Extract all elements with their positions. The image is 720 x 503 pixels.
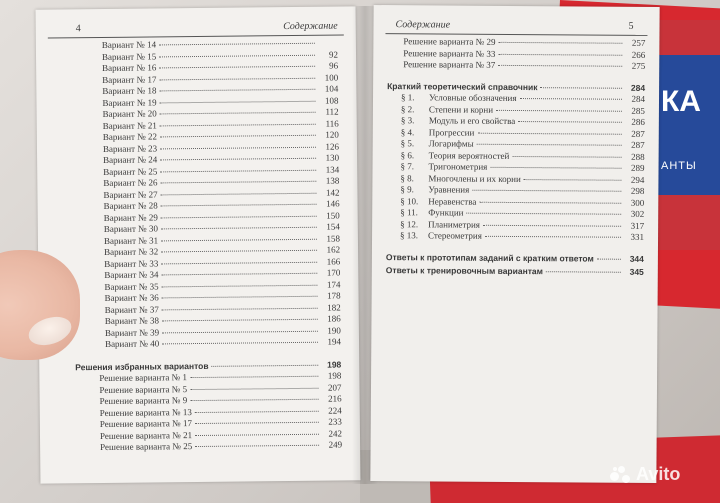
toc-page-number: 194 xyxy=(327,336,342,347)
left-running-head xyxy=(48,20,344,38)
toc-entry-label: Уравнения xyxy=(428,184,470,195)
leader-dots xyxy=(477,132,621,134)
toc-entry-label: Модуль и его свойства xyxy=(428,115,516,126)
leader-dots xyxy=(195,445,319,447)
toc-heading-answers-prototypes xyxy=(386,252,644,265)
leader-dots xyxy=(162,330,318,333)
toc-page-number: 104 xyxy=(324,83,339,94)
toc-page-number: 233 xyxy=(328,416,342,427)
toc-entry-label: Вариант № 19 xyxy=(102,96,157,108)
toc-page-number: 92 xyxy=(328,49,339,60)
leader-dots xyxy=(160,112,316,115)
toc-entry-label: Тригонометрия xyxy=(428,161,488,172)
leader-dots xyxy=(483,224,621,226)
toc-entry-label: Неравенства xyxy=(428,195,477,207)
toc-page-number: 275 xyxy=(631,60,646,71)
right-toc-list xyxy=(386,36,646,278)
toc-entry-label: Ответы к тренировочным вариантам xyxy=(385,265,543,277)
toc-page-number: 224 xyxy=(328,405,342,416)
toc-row-solution xyxy=(100,440,342,454)
toc-page-number: 285 xyxy=(631,105,645,116)
toc-entry-label: Прогрессии xyxy=(428,126,475,138)
leader-dots xyxy=(496,109,622,111)
toc-entry-label: Вариант № 38 xyxy=(104,315,159,326)
toc-page-number: 216 xyxy=(328,393,342,404)
section-number: § 7. xyxy=(400,161,415,172)
toc-entry-label: Вариант № 35 xyxy=(104,280,159,292)
leader-dots xyxy=(190,387,318,389)
toc-page-number: 298 xyxy=(630,185,645,196)
toc-page-number: 287 xyxy=(631,128,645,139)
leader-dots xyxy=(161,273,317,276)
left-page xyxy=(36,6,361,483)
toc-entry-label: Стереометрия xyxy=(428,230,482,241)
section-number: § 2. xyxy=(400,103,415,114)
toc-page-number: 96 xyxy=(329,60,339,71)
leader-dots xyxy=(479,201,621,203)
section-number: § 13. xyxy=(400,230,419,241)
leader-dots xyxy=(518,121,622,123)
solution-row-wrap xyxy=(100,440,342,454)
leader-dots xyxy=(466,213,621,215)
toc-page-number: 294 xyxy=(630,174,645,185)
toc-page-number: 207 xyxy=(327,382,342,393)
toc-entry-label: Решение варианта № 21 xyxy=(99,429,193,441)
section-number: § 6. xyxy=(400,149,415,160)
leader-dots xyxy=(485,236,621,238)
toc-page-number: 288 xyxy=(631,151,645,162)
section-number: § 4. xyxy=(400,126,415,137)
leader-dots xyxy=(162,296,318,299)
leader-dots xyxy=(520,98,622,100)
leader-dots xyxy=(597,258,621,259)
leader-dots xyxy=(162,319,318,322)
toc-page-number: 158 xyxy=(326,233,340,244)
toc-page-number: 266 xyxy=(631,49,646,60)
toc-page-number: 100 xyxy=(324,72,339,83)
toc-page-number: 138 xyxy=(325,175,340,186)
leader-dots xyxy=(159,77,315,80)
toc-entry-label: Вариант № 17 xyxy=(102,73,157,85)
toc-entry-label: Вариант № 28 xyxy=(103,200,158,211)
leader-dots xyxy=(212,364,319,366)
toc-entry-label: Вариант № 30 xyxy=(103,223,159,234)
leader-dots xyxy=(161,227,317,230)
toc-entry-label: Вариант № 32 xyxy=(104,246,159,257)
toc-entry-label: Вариант № 31 xyxy=(103,234,159,246)
toc-heading-answers-training xyxy=(386,265,644,278)
section-number: § 11. xyxy=(400,207,418,218)
leader-dots xyxy=(160,123,316,126)
toc-row-paragraph xyxy=(386,230,644,243)
leader-dots xyxy=(490,167,621,169)
toc-page-number: 166 xyxy=(326,256,341,267)
left-page-number: 4 xyxy=(75,23,81,35)
toc-page-number: 142 xyxy=(325,187,340,198)
toc-entry-label: Условные обозначения xyxy=(428,92,517,104)
toc-page-number: 162 xyxy=(326,244,341,255)
toc-entry-label: Вариант № 14 xyxy=(101,39,157,50)
toc-entry-label: Вариант № 21 xyxy=(102,119,157,131)
leader-dots xyxy=(195,410,319,412)
toc-page-number: 112 xyxy=(325,106,339,117)
toc-entry-label: Вариант № 22 xyxy=(102,131,158,142)
toc-entry-label: Решение варианта № 25 xyxy=(100,441,193,453)
toc-page-number: 134 xyxy=(325,164,340,175)
toc-page-number: 300 xyxy=(630,197,645,208)
toc-entry-label: Решение варианта № 37 xyxy=(403,59,496,70)
toc-page-number: 116 xyxy=(325,118,339,129)
leader-dots xyxy=(161,250,317,253)
leader-dots xyxy=(162,342,318,345)
right-page-number: 5 xyxy=(628,20,634,32)
toc-page-number: 287 xyxy=(631,139,645,150)
section-number: § 3. xyxy=(400,115,415,126)
toc-page-number: 317 xyxy=(630,220,645,231)
toc-page-number: 186 xyxy=(327,313,341,324)
section-number: § 8. xyxy=(400,172,414,183)
toc-page-number: 190 xyxy=(327,325,341,336)
leader-dots xyxy=(477,144,622,146)
toc-entry-label: Вариант № 39 xyxy=(104,326,160,338)
leader-dots xyxy=(160,146,316,149)
toc-page-number: 289 xyxy=(630,162,645,173)
cover-text-1: КА xyxy=(661,85,701,118)
leader-dots xyxy=(162,307,318,310)
leader-dots xyxy=(498,65,622,67)
toc-page-number: 242 xyxy=(328,428,343,439)
toc-page-number: 284 xyxy=(631,93,646,104)
toc-page-number: 249 xyxy=(328,439,343,450)
leader-dots xyxy=(512,155,621,157)
toc-page-number: 130 xyxy=(325,152,340,163)
toc-entry-label: Вариант № 20 xyxy=(102,108,157,119)
leader-dots xyxy=(498,42,622,44)
leader-dots xyxy=(160,169,316,172)
toc-page-number: 120 xyxy=(325,129,339,140)
toc-page-number: 331 xyxy=(630,231,645,242)
leader-dots xyxy=(195,433,319,435)
watermark-text: Avito xyxy=(636,464,681,484)
toc-entry-label: Вариант № 25 xyxy=(103,165,158,177)
cover-text-2: АНТЫ xyxy=(661,160,697,172)
leader-dots xyxy=(159,43,315,46)
right-running-title: Содержание xyxy=(395,19,451,31)
toc-entry-label: Вариант № 27 xyxy=(103,188,158,200)
toc-page-number: 344 xyxy=(629,253,644,264)
toc-page-number: 302 xyxy=(630,208,645,219)
left-toc-list xyxy=(75,38,343,454)
toc-entry-label: Вариант № 34 xyxy=(104,269,159,280)
section-number: § 9. xyxy=(400,184,414,195)
leader-dots xyxy=(190,399,318,401)
toc-entry-label: Вариант № 16 xyxy=(102,62,157,73)
toc-entry-label: Решение варианта № 17 xyxy=(99,418,192,430)
book-cover-band xyxy=(655,55,720,195)
leader-dots xyxy=(498,53,622,55)
section-number: § 10. xyxy=(400,195,419,206)
toc-entry-label: Решения избранных вариантов xyxy=(75,360,209,372)
toc-page-number: 178 xyxy=(326,290,341,301)
toc-row-variant xyxy=(105,337,341,351)
toc-entry-label: Вариант № 26 xyxy=(103,177,158,188)
leader-dots xyxy=(161,192,317,195)
leader-dots xyxy=(162,284,318,287)
toc-page-number: 257 xyxy=(631,37,646,48)
toc-entry-label: Планиметрия xyxy=(428,218,480,230)
section-number: § 12. xyxy=(400,218,419,229)
leader-dots xyxy=(161,261,317,264)
right-page xyxy=(370,5,659,483)
toc-page-number: 198 xyxy=(327,359,342,370)
leader-dots xyxy=(540,87,622,89)
toc-page-number: 108 xyxy=(324,95,339,106)
toc-entry-label: Вариант № 36 xyxy=(104,292,159,303)
toc-page-number: 150 xyxy=(326,210,340,221)
toc-entry-label: Решение варианта № 9 xyxy=(99,395,188,407)
toc-entry-label: Вариант № 24 xyxy=(103,154,158,165)
toc-entry-label: Решение варианта № 13 xyxy=(99,406,192,418)
right-running-head xyxy=(385,19,647,36)
leader-dots xyxy=(159,54,315,57)
leader-dots xyxy=(160,158,316,161)
toc-entry-label: Вариант № 37 xyxy=(104,303,159,315)
toc-entry-label: Ответы к прототипам заданий с кратким ответом xyxy=(385,251,594,264)
leader-dots xyxy=(160,135,316,138)
toc-entry-label: Вариант № 23 xyxy=(102,142,158,154)
leader-dots xyxy=(161,215,317,218)
toc-entry-label: Краткий теоретический справочник xyxy=(387,80,538,92)
section-number: § 5. xyxy=(400,138,415,149)
avito-watermark xyxy=(610,464,680,485)
leader-dots xyxy=(524,179,622,181)
toc-entry-label: Вариант № 29 xyxy=(103,211,158,223)
toc-page-number: 126 xyxy=(325,141,340,152)
toc-entry-label: Вариант № 15 xyxy=(101,50,157,62)
toc-page-number: 284 xyxy=(630,82,646,93)
section-number: § 1. xyxy=(400,92,415,103)
avito-logo-icon xyxy=(610,466,632,484)
toc-entry-label: Решение варианта № 5 xyxy=(99,383,188,395)
leader-dots xyxy=(472,190,621,192)
toc-entry-label: Степени и корни xyxy=(428,103,494,115)
toc-entry-label: Функции xyxy=(428,207,464,218)
leader-dots xyxy=(195,422,319,424)
toc-entry-label: Вариант № 18 xyxy=(102,85,157,96)
toc-page-number: 146 xyxy=(326,198,340,209)
toc-entry-label: Решение варианта № 33 xyxy=(403,47,496,59)
leader-dots xyxy=(161,204,317,207)
toc-page-number: 170 xyxy=(326,267,341,278)
toc-page-number: 154 xyxy=(326,221,340,232)
toc-row-solution xyxy=(387,59,645,72)
leader-dots xyxy=(160,89,316,92)
leader-dots xyxy=(161,238,317,241)
toc-page-number: 198 xyxy=(327,370,342,381)
toc-entry-label: Вариант № 40 xyxy=(104,338,160,349)
toc-entry-label: Решение варианта № 29 xyxy=(403,36,496,47)
leader-dots xyxy=(159,66,315,69)
toc-entry-label: Решение варианта № 1 xyxy=(99,372,187,384)
leader-dots xyxy=(546,271,621,273)
leader-dots xyxy=(190,376,318,378)
toc-page-number: 345 xyxy=(629,266,644,277)
toc-page-number: 182 xyxy=(327,302,341,313)
toc-page-number: 286 xyxy=(631,116,645,127)
toc-entry-label: Логарифмы xyxy=(428,138,474,149)
left-running-title: Содержание xyxy=(283,20,338,33)
toc-page-number: 174 xyxy=(326,279,341,290)
leader-dots xyxy=(160,181,316,184)
leader-dots xyxy=(160,100,316,103)
toc-entry-label: Вариант № 33 xyxy=(104,257,159,269)
toc-entry-label: Теория вероятностей xyxy=(428,149,510,161)
toc-entry-label: Многочлены и их корни xyxy=(428,172,521,184)
